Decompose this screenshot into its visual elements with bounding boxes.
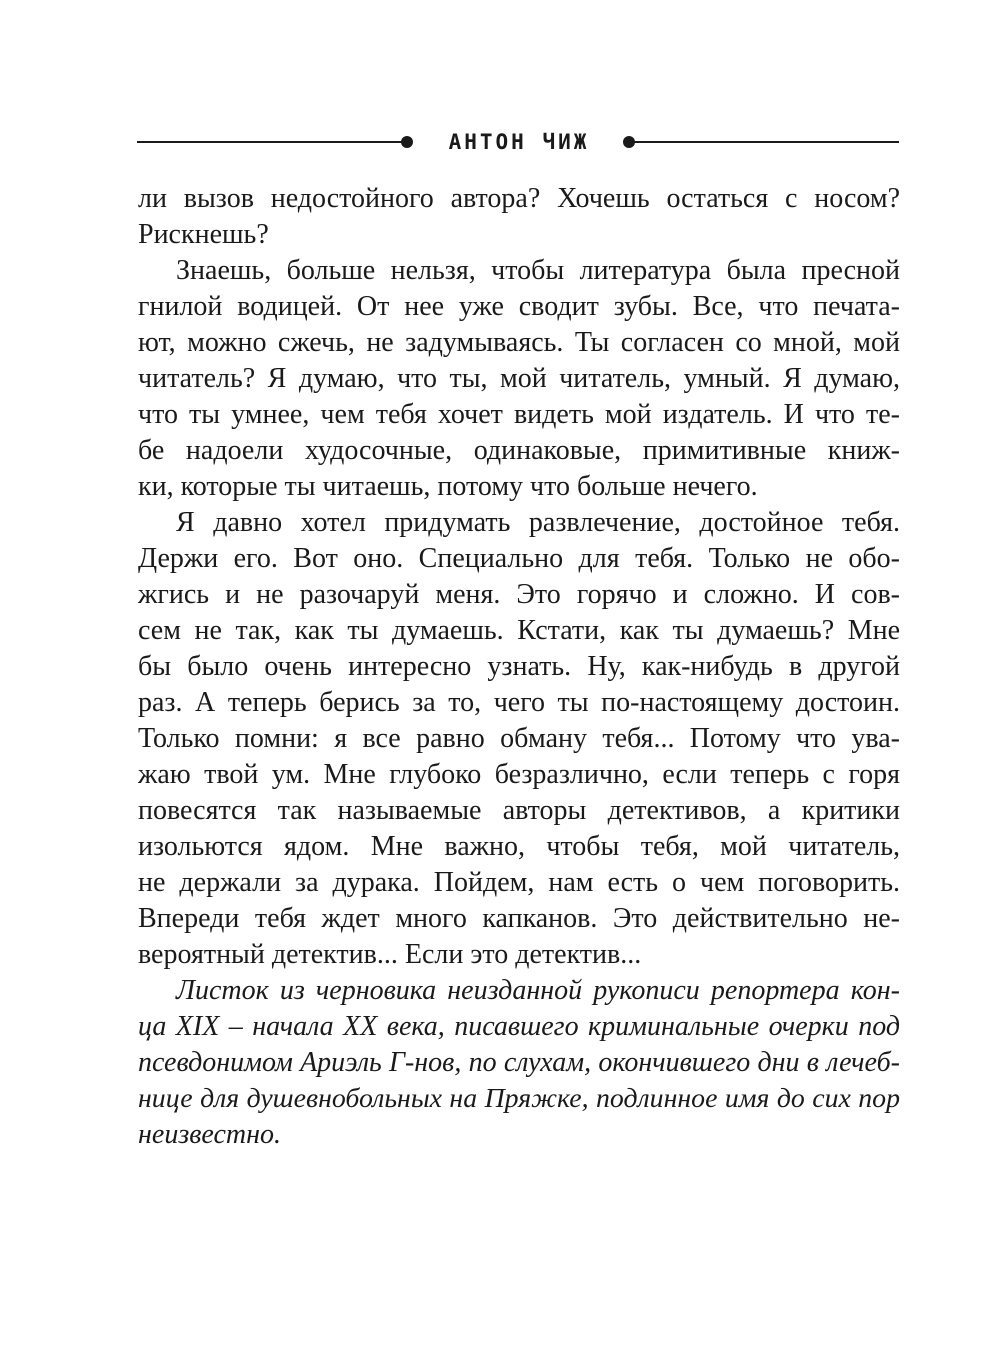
text-line: ют, можно сжечь, не задумываясь. Ты согласен со мной, мой — [138, 327, 900, 358]
text-line: что ты умнее, чем тебя хочет видеть мой издатель. И что те- — [138, 399, 900, 430]
epigraph-note — [138, 973, 900, 1153]
text-line: жгись и не разочаруй меня. Это горячо и сложно. И сов- — [138, 579, 900, 610]
header-rule-right — [633, 141, 899, 143]
running-header — [137, 124, 899, 160]
text-line: ли вызов недостойного автора? Хочешь остаться с носом? — [138, 183, 900, 214]
header-bullet-left — [401, 136, 413, 148]
text-line: читатель? Я думаю, что ты, мой читатель, умный. Я думаю, — [138, 363, 900, 394]
text-line: Листок из черновика неизданной рукописи репортера кон- — [176, 975, 900, 1006]
text-line: псевдонимом Ариэль Г-нов, по слухам, окончившего дни в лечеб- — [138, 1047, 900, 1078]
text-line: ца XIX – начала XX века, писавшего криминальные очерки под — [138, 1011, 900, 1042]
text-line: нице для душевнобольных на Пряжке, подлинное имя до сих пор — [138, 1083, 900, 1114]
text-line: изольются ядом. Мне важно, чтобы тебя, мой читатель, — [138, 831, 900, 862]
text-line: не держали за дурака. Пойдем, нам есть о чем поговорить. — [138, 867, 900, 898]
text-line: неизвестно. — [138, 1119, 281, 1150]
text-line: Рискнешь? — [138, 219, 269, 250]
text-line: бе надоели худосочные, одинаковые, примитивные книж- — [138, 435, 900, 466]
header-rule-left — [137, 141, 403, 143]
text-line: Держи его. Вот оно. Специально для тебя. Только не обо- — [138, 543, 900, 574]
text-line: гнилой водицей. От нее уже сводит зубы. Все, что печата- — [138, 291, 900, 322]
text-line: Впереди тебя ждет много капканов. Это действительно не- — [138, 903, 900, 934]
text-line: Только помни: я все равно обману тебя... Потому что ува- — [138, 723, 900, 754]
text-line: бы было очень интересно узнать. Ну, как-нибудь в другой — [138, 651, 900, 682]
header-author-name: АНТОН ЧИЖ — [448, 130, 590, 154]
text-line: Я давно хотел придумать развлечение, достойное тебя. — [176, 507, 900, 538]
text-line: ки, которые ты читаешь, потому что больше нечего. — [138, 471, 758, 502]
paragraph-2 — [138, 253, 900, 505]
paragraph-1 — [138, 181, 900, 253]
text-line: жаю твой ум. Мне глубоко безразлично, если теперь с горя — [138, 759, 900, 790]
text-line: раз. А теперь берись за то, чего ты по-настоящему достоин. — [138, 687, 900, 718]
body-text — [138, 181, 900, 1153]
text-line: сем не так, как ты думаешь. Кстати, как ты думаешь? Мне — [138, 615, 900, 646]
text-line: повесятся так называемые авторы детективов, а критики — [138, 795, 900, 826]
text-line: вероятный детектив... Если это детектив... — [138, 939, 642, 970]
paragraph-3 — [138, 505, 900, 973]
text-line: Знаешь, больше нельзя, чтобы литература была пресной — [176, 255, 900, 286]
